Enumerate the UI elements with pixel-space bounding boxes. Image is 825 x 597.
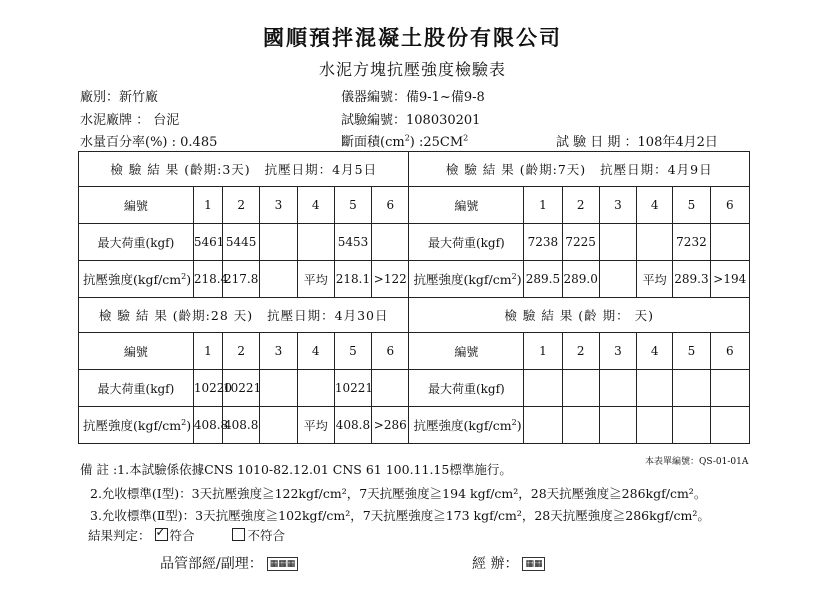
fail-checkbox[interactable]	[232, 528, 245, 541]
load-value: 5453	[334, 224, 371, 261]
section-header-row	[79, 298, 750, 333]
signature-stamp-icon: ▦▦	[522, 557, 545, 571]
note-2: 2.允收標準(Ⅰ型)：3天抗壓強度≧122kgf/cm²，7天抗壓強度≧194 kgf/cm²，28天抗壓強度≧286kgf/cm²。	[90, 486, 707, 501]
block-blank-header: 檢 驗 結 果 (齡 期： 天)	[409, 298, 750, 333]
note-1: 備 註 :1.本試驗係依據CNS 1010-82.12.01 CNS 61 100.11.15標準施行。	[80, 462, 512, 477]
load-value	[372, 224, 409, 261]
table-row	[79, 224, 750, 261]
load-value	[260, 224, 297, 261]
col-num: 6	[372, 187, 409, 224]
col-num: 1	[524, 187, 562, 224]
strength-value	[524, 407, 562, 444]
strength-value: 289.5	[524, 261, 562, 298]
load-value	[710, 224, 749, 261]
load-value	[599, 370, 636, 407]
col-num: 4	[637, 187, 673, 224]
standard-value: >194	[710, 261, 749, 298]
strength-label: 抗壓強度$(kgf/cm^2)$	[79, 261, 194, 298]
strength-value: 408.8	[223, 407, 260, 444]
col-num: 4	[637, 333, 673, 370]
strength-value	[599, 407, 636, 444]
standard-value: >122	[372, 261, 409, 298]
table-row	[79, 407, 750, 444]
strength-label: 抗壓強度$(kgf/cm^2)$	[79, 407, 194, 444]
col-num: 4	[297, 333, 334, 370]
col-num: 2	[562, 333, 599, 370]
strength-label: 抗壓強度$(kgf/cm^2)$	[409, 407, 524, 444]
result-judgement: 結果判定： ✓ 符合 不符合	[88, 526, 285, 544]
average-value	[673, 407, 710, 444]
col-num: 6	[372, 333, 409, 370]
cross-section-area: 斷面積$(cm^2)$ $:25CM^2$	[341, 133, 469, 150]
col-num: 6	[710, 187, 749, 224]
load-value	[297, 224, 334, 261]
col-header-id: 編號	[409, 187, 524, 224]
col-num: 5	[334, 187, 371, 224]
table-row	[79, 370, 750, 407]
block-7day-header: 檢 驗 結 果 (齡期:7天) 抗壓日期：4月9日	[409, 152, 750, 187]
company-name: 國順預拌混凝土股份有限公司	[263, 25, 562, 50]
average-label	[637, 407, 673, 444]
load-value: 5445	[223, 224, 260, 261]
load-value: 7225	[562, 224, 599, 261]
section-header-row	[79, 152, 750, 187]
block-28day-header: 檢 驗 結 果 (齡期:28 天) 抗壓日期：4月30日	[79, 298, 409, 333]
load-value: 7238	[524, 224, 562, 261]
col-num: 5	[673, 333, 710, 370]
average-value: 218.1	[334, 261, 371, 298]
col-num: 3	[599, 187, 636, 224]
strength-label: 抗壓強度$(kgf/cm^2)$	[409, 261, 524, 298]
load-value	[673, 370, 710, 407]
load-value: 5461	[193, 224, 222, 261]
load-value: 10221	[223, 370, 260, 407]
load-value	[710, 370, 749, 407]
col-header-id: 編號	[409, 333, 524, 370]
strength-value	[599, 261, 636, 298]
pass-checkbox[interactable]	[155, 528, 168, 541]
load-value	[599, 224, 636, 261]
col-num: 3	[599, 333, 636, 370]
load-value: 10220	[193, 370, 222, 407]
max-load-label: 最大荷重(kgf)	[79, 370, 194, 407]
average-value: 408.8	[334, 407, 371, 444]
strength-value	[260, 407, 297, 444]
col-num: 6	[710, 333, 749, 370]
factory: 廠別：新竹廠	[80, 90, 159, 105]
strength-value: 289.0	[562, 261, 599, 298]
load-value: 7232	[673, 224, 710, 261]
table-row	[79, 187, 750, 224]
qc-manager-signature: 品管部經/副理： ▦▦▦	[160, 553, 298, 573]
col-num: 2	[223, 187, 260, 224]
max-load-label: 最大荷重(kgf)	[409, 224, 524, 261]
cement-brand: 水泥廠牌 ： 台泥	[80, 113, 180, 128]
load-value	[372, 370, 409, 407]
col-num: 1	[193, 333, 222, 370]
col-num: 2	[562, 187, 599, 224]
handler-signature: 經 辦： ▦▦	[472, 553, 545, 573]
load-value	[260, 370, 297, 407]
strength-value: 217.8	[223, 261, 260, 298]
col-num: 5	[334, 333, 371, 370]
water-ratio: 水量百分率(%) : 0.485	[80, 135, 218, 150]
form-number: 本表單編號：QS-01-01A	[645, 457, 749, 467]
col-header-id: 編號	[79, 333, 194, 370]
load-value	[637, 370, 673, 407]
max-load-label: 最大荷重(kgf)	[79, 224, 194, 261]
standard-value	[710, 407, 749, 444]
table-row	[79, 333, 750, 370]
col-num: 3	[260, 333, 297, 370]
load-value	[562, 370, 599, 407]
col-num: 5	[673, 187, 710, 224]
col-num: 1	[524, 333, 562, 370]
strength-value: 218.4	[193, 261, 222, 298]
col-num: 1	[193, 187, 222, 224]
table-row	[79, 261, 750, 298]
average-value: 289.3	[673, 261, 710, 298]
results-table	[78, 151, 750, 444]
col-num: 3	[260, 187, 297, 224]
strength-value: 408.8	[193, 407, 222, 444]
max-load-label: 最大荷重(kgf)	[409, 370, 524, 407]
average-label: 平均	[297, 261, 334, 298]
col-num: 2	[223, 333, 260, 370]
test-number: 試驗編號：108030201	[341, 113, 481, 128]
signature-stamp-icon: ▦▦▦	[267, 557, 299, 571]
load-value	[524, 370, 562, 407]
standard-value: >286	[372, 407, 409, 444]
average-label: 平均	[297, 407, 334, 444]
form-title: 水泥方塊抗壓強度檢驗表	[318, 60, 506, 79]
load-value	[297, 370, 334, 407]
load-value	[637, 224, 673, 261]
col-header-id: 編號	[79, 187, 194, 224]
average-label: 平均	[637, 261, 673, 298]
col-num: 4	[297, 187, 334, 224]
strength-value	[562, 407, 599, 444]
instrument-number: 儀器編號：備9-1~備9-8	[341, 90, 485, 105]
block-3day-header: 檢 驗 結 果 (齡期:3天) 抗壓日期：4月5日	[79, 152, 409, 187]
test-date: 試 驗 日 期 ：108年4月2日	[556, 135, 718, 150]
strength-value	[260, 261, 297, 298]
load-value: 10221	[334, 370, 371, 407]
note-3: 3.允收標準(Ⅱ型)：3天抗壓強度≧102kgf/cm²，7天抗壓強度≧173 kgf/cm²，28天抗壓強度≧286kgf/cm²。	[90, 508, 710, 523]
